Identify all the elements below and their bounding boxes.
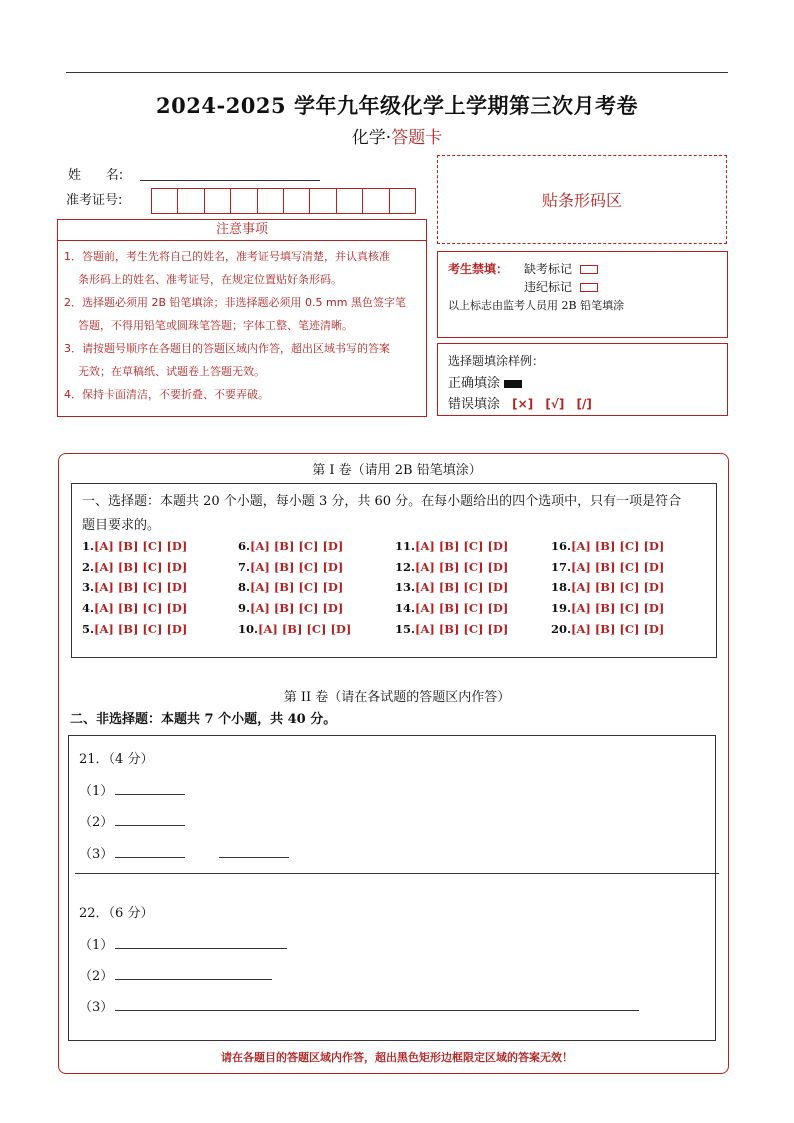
mc-question-row xyxy=(551,622,664,636)
mc-question-row xyxy=(551,539,664,553)
mc-question-number: 14. xyxy=(395,601,416,615)
notice-title: 注意事项 xyxy=(57,219,427,241)
footer-warning: 请在各题目的答题区域内作答，超出黑色矩形边框限定区域的答案无效！ xyxy=(221,1051,573,1064)
ban-label: 考生禁填： xyxy=(448,262,509,276)
q22-title: 22．（6 分） xyxy=(79,906,154,921)
multiple-choice-section xyxy=(71,483,717,658)
mc-question-row xyxy=(395,539,508,553)
mc-question-number: 20. xyxy=(551,622,572,636)
mc-question-number: 1. xyxy=(82,539,95,553)
mc-question-number: 12. xyxy=(395,560,416,574)
notice-item-cont: 条形码上的姓名、准考证号，在规定位置贴好条形码。 xyxy=(78,273,342,286)
mc-question-number: 7. xyxy=(238,560,251,574)
wrong-row xyxy=(448,393,592,412)
mc-question-row xyxy=(82,539,187,553)
sample-title: 选择题填涂样例： xyxy=(448,354,545,368)
mc-question-row xyxy=(551,601,664,615)
mc-answer-options[interactable]: [A] [B] [C] [D] xyxy=(94,580,188,594)
examiner-only-box xyxy=(437,251,728,338)
mc-answer-options[interactable]: [A] [B] [C] [D] xyxy=(571,539,665,553)
mc-question-row xyxy=(238,580,343,594)
mc-answer-options[interactable]: [A] [B] [C] [D] xyxy=(415,539,509,553)
mc-question-number: 11. xyxy=(395,539,416,553)
part2-instruction: 二、非选择题：本题共 7 个小题，共 40 分。 xyxy=(70,712,337,727)
exam-title: 2024-2025 学年九年级化学上学期第三次月考卷 xyxy=(156,93,638,118)
wrong-mark: [/] xyxy=(576,397,592,411)
barcode-area: 贴条形码区 xyxy=(437,155,727,244)
mc-answer-options[interactable]: [A] [B] [C] [D] xyxy=(250,601,344,615)
mc-question-row xyxy=(395,560,508,574)
mc-answer-options[interactable]: [A] [B] [C] [D] xyxy=(94,601,188,615)
mc-question-number: 10. xyxy=(238,622,259,636)
exam-id-boxes[interactable] xyxy=(151,188,416,214)
exam-subtitle xyxy=(0,123,794,148)
violation-label: 违纪标记 xyxy=(524,280,573,294)
notice-item: 1．答题前，考生先将自己的姓名，准考证号填写清楚，并认真核准 xyxy=(64,250,390,263)
mc-answer-options[interactable]: [A] [B] [C] [D] xyxy=(258,622,352,636)
q22-sub-label: （3） xyxy=(79,1000,114,1015)
q21-title: 21．（4 分） xyxy=(79,752,154,767)
subtitle-subject: 化学· xyxy=(351,128,392,148)
mc-answer-options[interactable]: [A] [B] [C] [D] xyxy=(250,560,344,574)
q21-answer-3b[interactable] xyxy=(219,843,289,858)
mc-question-number: 17. xyxy=(551,560,572,574)
wrong-label: 错误填涂 xyxy=(448,397,501,412)
mc-question-row xyxy=(395,601,508,615)
mc-question-row xyxy=(395,622,508,636)
q21-sub-label: （3） xyxy=(79,847,114,862)
mc-answer-options[interactable]: [A] [B] [C] [D] xyxy=(571,580,665,594)
part1-title: 第 I 卷（请用 2B 铅笔填涂） xyxy=(312,463,482,478)
fill-sample-box xyxy=(437,343,728,416)
id-label: 准考证号: xyxy=(66,193,123,208)
mc-question-number: 13. xyxy=(395,580,416,594)
notice-item-cont: 无效；在草稿纸、试题卷上答题无效。 xyxy=(78,365,265,378)
mc-answer-options[interactable]: [A] [B] [C] [D] xyxy=(571,601,665,615)
notice-item: 4．保持卡面清洁，不要折叠、不要弄破。 xyxy=(64,388,269,401)
correct-label: 正确填涂 xyxy=(448,376,501,391)
notice-list xyxy=(57,241,427,417)
filled-mark-icon xyxy=(504,380,522,388)
notice-item-cont: 答题，不得用铅笔或圆珠笔答题；字体工整、笔迹清晰。 xyxy=(78,319,353,332)
q21-answer-3a[interactable] xyxy=(115,843,185,858)
mc-instruction-line1: 一、选择题：本题共 20 个小题，每小题 3 分，共 60 分。在每小题给出的四个选项中，只有一项是符合 xyxy=(82,494,682,509)
notice-item: 2．选择题必须用 2B 铅笔填涂；非选择题必须用 0.5 mm 黑色签字笔 xyxy=(64,296,406,309)
q22-answer-3[interactable] xyxy=(115,996,639,1011)
question-divider xyxy=(75,873,719,874)
q22-sub-label: （1） xyxy=(79,938,114,953)
q21-answer-2[interactable] xyxy=(115,811,185,826)
mc-question-row xyxy=(238,601,343,615)
q22-sub-label: （2） xyxy=(79,969,114,984)
mc-answer-options[interactable]: [A] [B] [C] [D] xyxy=(571,622,665,636)
free-response-section xyxy=(68,735,716,1041)
mc-question-row xyxy=(238,560,343,574)
mc-question-number: 5. xyxy=(82,622,95,636)
violation-mark-row xyxy=(524,278,598,295)
mc-question-row xyxy=(238,539,343,553)
mc-answer-options[interactable]: [A] [B] [C] [D] xyxy=(94,539,188,553)
mc-question-number: 8. xyxy=(238,580,251,594)
mc-instruction-line2: 题目要求的。 xyxy=(82,518,161,533)
absent-label: 缺考标记 xyxy=(524,262,573,276)
q21-answer-1[interactable] xyxy=(115,780,185,795)
q21-sub-label: （1） xyxy=(79,784,114,799)
mc-question-number: 2. xyxy=(82,560,95,574)
mc-question-number: 3. xyxy=(82,580,95,594)
mc-answer-options[interactable]: [A] [B] [C] [D] xyxy=(415,601,509,615)
mc-question-row xyxy=(82,580,187,594)
mc-question-number: 6. xyxy=(238,539,251,553)
absent-mark-row xyxy=(524,260,598,277)
mc-answer-options[interactable]: [A] [B] [C] [D] xyxy=(571,560,665,574)
absent-checkbox[interactable] xyxy=(580,265,598,274)
violation-checkbox[interactable] xyxy=(580,283,598,292)
mc-question-row xyxy=(82,622,187,636)
part2-title: 第 II 卷（请在各试题的答题区内作答） xyxy=(283,690,511,705)
mc-question-number: 9. xyxy=(238,601,251,615)
mc-answer-options[interactable]: [A] [B] [C] [D] xyxy=(415,560,509,574)
name-field[interactable] xyxy=(140,180,320,181)
mc-answer-options[interactable]: [A] [B] [C] [D] xyxy=(415,580,509,594)
wrong-mark: [√] xyxy=(545,397,565,411)
mc-answer-options[interactable]: [A] [B] [C] [D] xyxy=(415,622,509,636)
mc-question-row xyxy=(82,601,187,615)
mc-question-row xyxy=(82,560,187,574)
correct-row xyxy=(448,372,522,391)
ban-note: 以上标志由监考人员用 2B 铅笔填涂 xyxy=(448,299,625,312)
mc-question-row xyxy=(238,622,351,636)
wrong-mark: [×] xyxy=(512,397,534,411)
mc-answer-options[interactable]: [A] [B] [C] [D] xyxy=(94,560,188,574)
mc-question-number: 16. xyxy=(551,539,572,553)
subtitle-answer-sheet: 答题卡 xyxy=(391,128,443,148)
q22-answer-1[interactable] xyxy=(115,934,287,949)
mc-question-row xyxy=(395,580,508,594)
mc-question-row xyxy=(551,580,664,594)
mc-answer-options[interactable]: [A] [B] [C] [D] xyxy=(250,539,344,553)
q22-answer-2[interactable] xyxy=(115,965,272,980)
mc-question-number: 19. xyxy=(551,601,572,615)
notice-item: 3．请按题号顺序在各题目的答题区域内作答，超出区域书写的答案 xyxy=(64,342,390,355)
mc-question-number: 4. xyxy=(82,601,95,615)
mc-question-number: 15. xyxy=(395,622,416,636)
name-label: 姓 名: xyxy=(68,168,124,183)
top-rule xyxy=(66,72,728,73)
q21-sub-label: （2） xyxy=(79,815,114,830)
mc-question-row xyxy=(551,560,664,574)
mc-answer-options[interactable]: [A] [B] [C] [D] xyxy=(94,622,188,636)
mc-question-number: 18. xyxy=(551,580,572,594)
mc-answer-options[interactable]: [A] [B] [C] [D] xyxy=(250,580,344,594)
